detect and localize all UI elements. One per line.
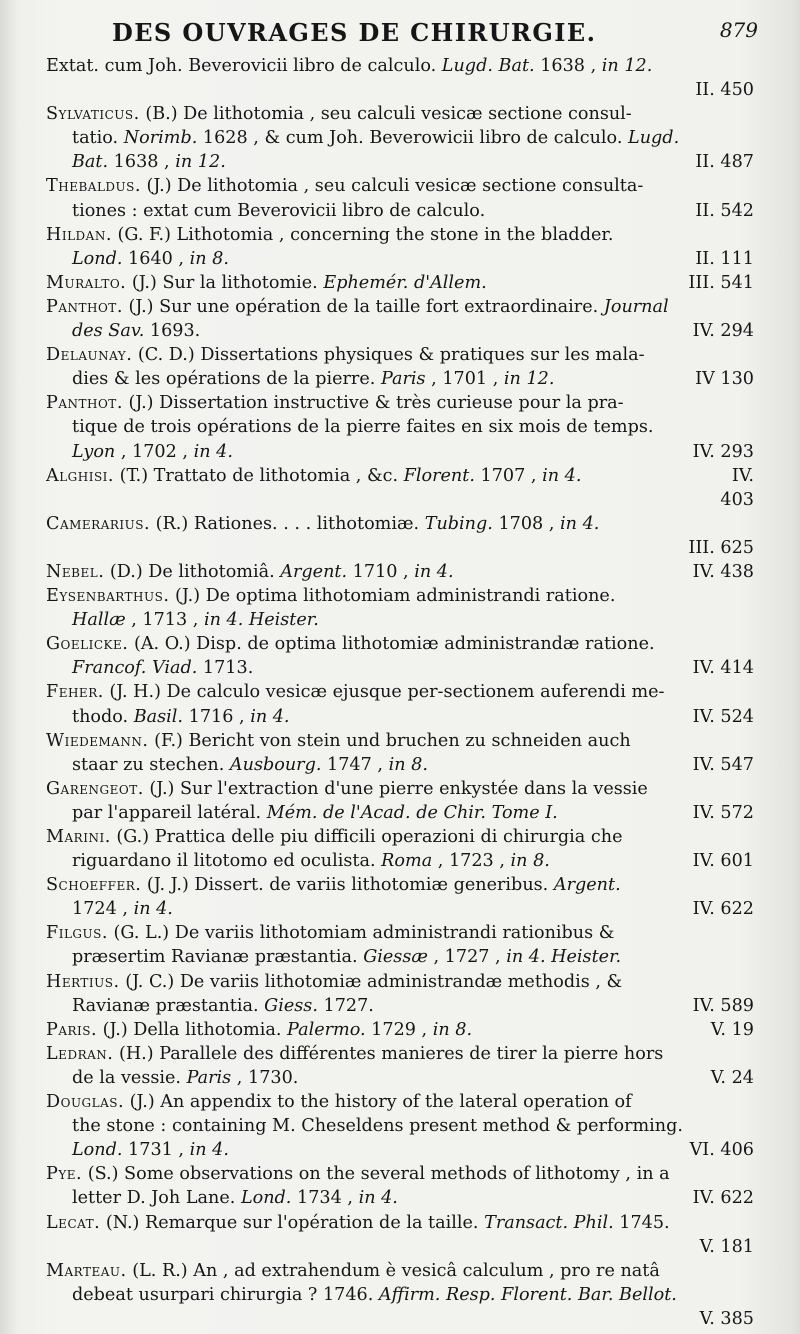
entry-text: (G. F.) Lithotomia , concerning the stone in the bladder. <box>111 224 614 245</box>
bibliography-entry <box>46 1259 754 1331</box>
entry-text: (D.) De lithotomiâ. <box>104 561 281 582</box>
entry-author: Hertius. <box>46 971 120 992</box>
page-number: 879 <box>719 18 758 42</box>
entry-line <box>46 994 754 1018</box>
volume-page-reference: IV. 293 <box>692 441 754 462</box>
volume-page-reference: III. 541 <box>688 272 754 293</box>
entry-italic-text: Lond. <box>72 248 123 269</box>
entry-italic-text: Journal <box>603 296 669 317</box>
volume-page-reference: V. 385 <box>699 1308 754 1329</box>
entry-italic-text: Palermo. <box>287 1019 366 1040</box>
entry-text: (J.) Sur une opération de la taille fort extraordinaire. <box>122 296 604 317</box>
entry-italic-text: Lond. <box>72 1140 123 1161</box>
entry-italic-text: des Sav. <box>72 321 145 342</box>
entry-text: thodo. <box>72 706 134 727</box>
entry-italic-text: Ausbourg. <box>229 754 322 775</box>
entry-author: Garengeot. <box>46 778 144 799</box>
entry-text: (J.) De lithotomia , seu calculi vesicæ sectione consulta- <box>140 176 644 197</box>
entry-line <box>46 1042 754 1066</box>
entry-line <box>46 825 754 849</box>
entry-italic-text: Roma <box>381 851 433 872</box>
entry-line <box>46 223 754 247</box>
entry-text: 1640 , <box>122 248 190 269</box>
volume-page-reference: II. 487 <box>695 152 754 173</box>
volume-page-reference: III. 625 <box>688 537 754 558</box>
entry-author: Schoeffer. <box>46 875 142 896</box>
entry-italic-text: Giess. <box>264 995 318 1016</box>
volume-page-reference: V. 19 <box>710 1019 754 1040</box>
entry-text: 1713. <box>197 658 254 679</box>
bibliography-entry <box>46 729 754 777</box>
entry-line <box>46 54 754 78</box>
entry-line <box>46 873 754 897</box>
entry-line <box>46 945 754 969</box>
entry-line <box>46 1283 754 1307</box>
entry-text: dies & les opérations de la pierre. <box>72 369 381 390</box>
entry-line <box>46 536 754 560</box>
entry-line <box>46 1138 754 1162</box>
entry-line <box>46 415 754 439</box>
entry-line <box>46 1090 754 1114</box>
entry-italic-text: Florent. <box>403 465 475 486</box>
entry-italic-text: in 4. <box>358 1188 398 1209</box>
entry-italic-text: in 4. <box>250 706 290 727</box>
bibliography-entry <box>46 391 754 463</box>
volume-page-reference: IV. 601 <box>692 851 754 872</box>
entry-author: Eysenbarthus. <box>46 586 170 607</box>
entry-author: Alghisi. <box>46 465 115 486</box>
entry-text: , 1730. <box>231 1067 299 1088</box>
entry-text: (J.) Dissertation instructive & très curieuse pour la pra- <box>122 393 624 414</box>
entry-text: (J.) De optima lithotomiam administrandi ratione. <box>169 586 616 607</box>
entry-author: Goelicke. <box>46 634 129 655</box>
volume-page-reference: II. 542 <box>695 200 754 221</box>
entry-text: par l'appareil latéral. <box>72 802 267 823</box>
entry-italic-text: in 8. <box>432 1019 473 1040</box>
entry-line <box>46 921 754 945</box>
entry-text: tiones : extat cum Beverovicii libro de calculo. <box>72 200 486 221</box>
entry-line <box>46 656 754 680</box>
entry-text: 1731 , <box>122 1140 190 1161</box>
entry-italic-text: Tubing. <box>424 513 493 534</box>
entry-italic-text: Lyon <box>72 441 116 462</box>
volume-page-reference: IV. 572 <box>692 802 754 823</box>
entry-text: tique de trois opérations de la pierre faites en six mois de temps. <box>72 417 654 438</box>
volume-page-reference: II. 111 <box>695 248 754 269</box>
entry-author: Lecat. <box>46 1212 101 1233</box>
entry-text: (L. R.) An , ad extrahendum è vesicâ calculum , pro re natâ <box>126 1260 660 1281</box>
entry-text: (J.) An appendix to the history of the lateral operation of <box>124 1092 632 1113</box>
entry-text: (C. D.) Dissertations physiques & pratiques sur les mala- <box>132 345 645 366</box>
bibliography-entry <box>46 1162 754 1210</box>
entry-author: Marini. <box>46 827 111 847</box>
volume-page-reference: IV. 524 <box>692 706 754 727</box>
entry-line <box>46 174 754 198</box>
entry-author: Muralto. <box>46 272 127 293</box>
entry-text: (N.) Remarque sur l'opération de la taille. <box>100 1212 485 1233</box>
entry-text: (T.) Trattato de lithotomia , &c. <box>114 465 404 486</box>
entry-text: (G. L.) De variis lithotomiam administrandi rationibus & <box>107 923 615 944</box>
bibliography-entry <box>46 271 754 295</box>
entry-text: 1638 , <box>108 152 176 173</box>
entry-italic-text: in 4. Heister. <box>203 610 319 631</box>
entry-italic-text: in 4. <box>189 1140 229 1161</box>
entry-text: Extat. cum Joh. Beverovicii libro de calculo. <box>46 56 442 76</box>
entry-line <box>46 680 754 704</box>
entry-text: (S.) Some observations on the several methods of lithotomy , in a <box>82 1164 670 1185</box>
entry-text: (J. C.) De variis lithotomiæ administrandæ methodis , & <box>119 971 623 992</box>
entry-italic-text: Ephemér. d'Allem. <box>323 272 487 293</box>
entry-text: 1734 , <box>291 1188 359 1209</box>
entry-line <box>46 1235 754 1259</box>
bibliography-entry <box>46 680 754 728</box>
entry-line <box>46 367 754 391</box>
volume-page-reference: IV 130 <box>695 369 754 390</box>
bibliography-entry <box>46 1090 754 1162</box>
entry-text: de la vessie. <box>72 1067 187 1088</box>
entry-line <box>46 271 754 295</box>
entry-italic-text: Paris <box>186 1067 232 1088</box>
entry-italic-text: in 12. <box>601 56 653 76</box>
entry-line <box>46 102 754 126</box>
bibliography-entry <box>46 464 754 512</box>
entry-text: the stone : containing M. Cheseldens present method & performing. <box>72 1116 683 1137</box>
entry-author: Panthot. <box>46 393 123 414</box>
entry-italic-text: Lond. <box>240 1188 292 1209</box>
entry-author: Feher. <box>46 682 104 703</box>
entry-line <box>46 897 754 921</box>
entry-italic-text: in 4. Heister. <box>506 947 622 968</box>
bibliography-entry <box>46 873 754 921</box>
entry-italic-text: in 4. <box>414 561 454 582</box>
volume-page-reference: V. 24 <box>710 1067 754 1088</box>
entry-author: Thebaldus. <box>46 176 141 197</box>
bibliography-entry <box>46 777 754 825</box>
entry-italic-text: in 8. <box>189 248 229 269</box>
entry-text: (J. H.) De calculo vesicæ ejusque per-sectionem auferendi me- <box>103 682 665 703</box>
entry-italic-text: in 12. <box>175 152 226 173</box>
entry-text: 1729 , <box>365 1019 433 1040</box>
entry-text: 1716 , <box>183 706 251 727</box>
volume-page-reference: IV. 622 <box>692 1188 754 1209</box>
entry-line <box>46 560 754 584</box>
entry-text: (J.) Sur la lithotomie. <box>126 272 324 293</box>
entry-line <box>46 247 754 271</box>
entry-author: Nebel. <box>46 561 105 582</box>
bibliography-entry <box>46 102 754 174</box>
entry-line <box>46 440 754 464</box>
entry-line <box>46 777 754 801</box>
entry-text: 1708 , <box>492 513 561 534</box>
entry-text: 1638 , <box>534 56 602 76</box>
bibliography-entry <box>46 1211 754 1259</box>
entry-line <box>46 126 754 150</box>
entry-line <box>46 78 754 102</box>
bibliography-entry <box>46 343 754 391</box>
entry-italic-text: in 12. <box>503 369 555 390</box>
entry-author: Ledran. <box>46 1043 114 1064</box>
entry-text: (F.) Bericht von stein und bruchen zu schneiden auch <box>148 730 631 751</box>
volume-page-reference: II. 450 <box>695 80 754 101</box>
bibliography-entry <box>46 223 754 271</box>
bibliography-entry <box>46 1018 754 1042</box>
page-header <box>46 14 758 54</box>
entry-text: 1724 , <box>72 899 134 920</box>
entry-text: (J.) Della lithotomia. <box>97 1019 288 1040</box>
entry-line <box>46 608 754 632</box>
volume-page-reference: IV. 547 <box>692 754 754 775</box>
bibliography-entry <box>46 632 754 680</box>
entry-italic-text: in 8. <box>510 851 550 872</box>
entry-line <box>46 512 754 536</box>
entry-italic-text: Basil. <box>133 706 184 727</box>
volume-page-reference: IV. <box>731 465 754 486</box>
entry-italic-text: Affirm. Resp. Florent. Bar. Bellot. <box>378 1284 677 1305</box>
entry-italic-text: Giessæ <box>363 947 428 968</box>
bibliography-entry <box>46 54 754 102</box>
entry-line <box>46 1307 754 1331</box>
entry-author: Wiedemann. <box>46 730 149 751</box>
entry-text: 1628 , & cum Joh. Beverowicii libro de calculo. <box>197 128 629 149</box>
entry-text: 1693. <box>144 321 201 342</box>
bibliography-entry <box>46 560 754 584</box>
entry-line <box>46 488 754 512</box>
entry-italic-text: Mém. de l'Acad. de Chir. Tome I. <box>266 802 558 823</box>
entry-author: Sylvaticus. <box>46 104 140 125</box>
entry-author: Panthot. <box>46 296 123 317</box>
entry-text: 1707 , <box>474 465 543 486</box>
entry-line <box>46 632 754 656</box>
entry-author: Pye. <box>46 1164 83 1185</box>
entry-italic-text: Argent. <box>553 875 621 896</box>
entry-italic-text: in 4. <box>542 465 582 486</box>
entry-text: (H.) Parallele des différentes manieres de tirer la pierre hors <box>113 1043 664 1064</box>
entry-text: 1745. <box>613 1212 670 1233</box>
entry-italic-text: Norimb. <box>123 128 198 149</box>
bibliography-entry <box>46 174 754 222</box>
entry-text: letter D. Joh Lane. <box>72 1188 241 1209</box>
entry-text: staar zu stechen. <box>72 754 230 775</box>
entry-italic-text: Hallæ <box>72 610 126 631</box>
volume-page-reference: V. 181 <box>699 1236 754 1257</box>
entry-text: Ravianæ præstantia. <box>72 995 265 1016</box>
bibliography-entry <box>46 512 754 560</box>
volume-page-reference: IV. 622 <box>692 899 754 920</box>
entry-text: (G.) Prattica delle piu difficili operazioni di chirurgia che <box>110 827 623 847</box>
entry-line <box>46 1259 754 1283</box>
entry-italic-text: Lugd. <box>628 128 680 149</box>
entry-line <box>46 1066 754 1090</box>
entry-italic-text: Bat. <box>72 152 109 173</box>
entry-text: debeat usurpari chirurgia ? 1746. <box>72 1284 379 1305</box>
entry-text: , 1723 , <box>432 851 511 872</box>
entry-line <box>46 1018 754 1042</box>
entry-italic-text: in 4. <box>193 441 233 462</box>
entry-text: , 1713 , <box>125 610 204 631</box>
entry-line <box>46 970 754 994</box>
entry-line <box>46 464 754 488</box>
entry-line <box>46 295 754 319</box>
volume-page-reference: IV. 414 <box>692 658 754 679</box>
entry-text: (A. O.) Disp. de optima lithotomiæ administrandæ ratione. <box>128 634 655 655</box>
entry-line <box>46 1211 754 1235</box>
volume-page-reference: 403 <box>720 489 754 510</box>
entry-text: 1747 , <box>321 754 389 775</box>
running-head: DES OUVRAGES DE CHIRURGIE. <box>112 18 597 47</box>
entry-author: Douglas. <box>46 1092 125 1113</box>
entry-italic-text: in 8. <box>388 754 428 775</box>
entry-italic-text: Transact. Phil. <box>484 1212 614 1233</box>
entry-line <box>46 1162 754 1186</box>
entry-line <box>46 753 754 777</box>
entry-text: riguardano il litotomo ed oculista. <box>72 851 382 872</box>
bibliography-entry <box>46 921 754 969</box>
entry-text: 1710 , <box>347 561 415 582</box>
entry-line <box>46 150 754 174</box>
entry-italic-text: Francof. Viad. <box>72 658 198 679</box>
bibliography-entry <box>46 970 754 1018</box>
entry-text: (J.) Sur l'extraction d'une pierre enkystée dans la vessie <box>143 778 648 799</box>
entry-line <box>46 705 754 729</box>
entry-text: , 1701 , <box>425 369 504 390</box>
entry-italic-text: Paris <box>380 369 426 390</box>
entry-line <box>46 1114 754 1138</box>
entry-text: , 1727 , <box>427 947 507 968</box>
entry-line <box>46 199 754 223</box>
entry-italic-text: Lugd. Bat. <box>441 56 535 76</box>
entry-author: Paris. <box>46 1019 98 1040</box>
entry-text: 1727. <box>317 995 374 1016</box>
entry-line <box>46 801 754 825</box>
volume-page-reference: IV. 438 <box>692 561 754 582</box>
entry-line <box>46 729 754 753</box>
bibliography-list <box>46 54 754 1331</box>
entry-line <box>46 1186 754 1210</box>
bibliography-entry <box>46 825 754 873</box>
entry-text: (B.) De lithotomia , seu calculi vesicæ sectione consul- <box>139 104 632 125</box>
entry-italic-text: in 4. <box>133 899 173 920</box>
entry-author: Hildan. <box>46 224 112 245</box>
entry-italic-text: Argent. <box>280 561 348 582</box>
entry-text: (R.) Rationes. . . . lithotomiæ. <box>150 513 425 534</box>
entry-line <box>46 849 754 873</box>
bibliography-entry <box>46 1042 754 1090</box>
volume-page-reference: VI. 406 <box>689 1140 754 1161</box>
entry-text: , 1702 , <box>115 441 194 462</box>
entry-line <box>46 319 754 343</box>
bibliography-entry <box>46 295 754 343</box>
volume-page-reference: IV. 589 <box>692 995 754 1016</box>
entry-author: Marteau. <box>46 1260 127 1281</box>
entry-line <box>46 391 754 415</box>
entry-author: Delaunay. <box>46 345 133 366</box>
entry-text: præsertim Ravianæ præstantia. <box>72 947 364 968</box>
entry-line <box>46 584 754 608</box>
entry-author: Filgus. <box>46 923 108 944</box>
entry-line <box>46 343 754 367</box>
bibliography-entry <box>46 584 754 632</box>
entry-author: Camerarius. <box>46 513 151 534</box>
entry-text: tatio. <box>72 128 124 149</box>
entry-italic-text: in 4. <box>560 513 600 534</box>
entry-text: (J. J.) Dissert. de variis lithotomiæ generibus. <box>141 875 554 896</box>
volume-page-reference: IV. 294 <box>692 321 754 342</box>
